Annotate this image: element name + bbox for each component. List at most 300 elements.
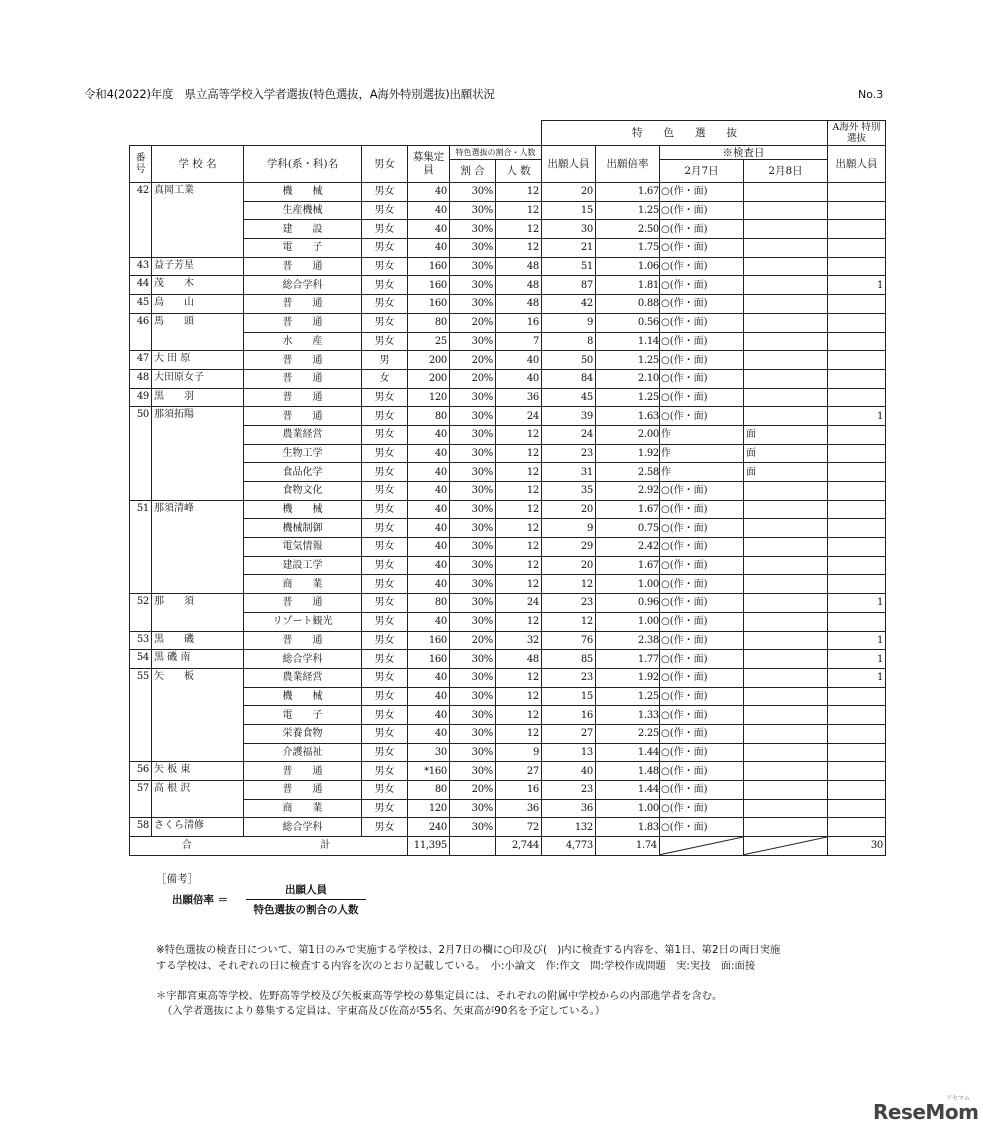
- cell-a-applicants: [828, 463, 886, 482]
- table-row: [130, 463, 886, 482]
- cell-feb8: [744, 183, 828, 202]
- cell-sex: 男女: [362, 313, 408, 332]
- cell-school: 那須清峰: [152, 500, 244, 593]
- cell-app: 40: [542, 762, 596, 781]
- cell-app: 50: [542, 351, 596, 370]
- cell-sex: 男女: [362, 407, 408, 426]
- cell-feb7: ○(作・面): [660, 575, 744, 594]
- cell-cap: 40: [408, 706, 450, 725]
- table-row: [130, 444, 886, 463]
- cell-feb7: ○(作・面): [660, 500, 744, 519]
- table-row: [130, 220, 886, 239]
- cell-dept: 普 通: [244, 781, 362, 800]
- cell-sex: 男女: [362, 724, 408, 743]
- cell-dept: 総合学科: [244, 276, 362, 295]
- cell-dept: 食品化学: [244, 463, 362, 482]
- cell-cap: 40: [408, 724, 450, 743]
- cell-ratio: 2.38: [596, 631, 660, 650]
- cell-feb8: [744, 257, 828, 276]
- cell-dept: 商 業: [244, 799, 362, 818]
- cell-school: 大田原女子: [152, 369, 244, 388]
- cell-num: 12: [496, 706, 542, 725]
- cell-feb8: [744, 818, 828, 837]
- cell-sex: 男女: [362, 538, 408, 557]
- cell-feb7: ○(作・面): [660, 257, 744, 276]
- cell-feb8: [744, 762, 828, 781]
- cell-num: 12: [496, 463, 542, 482]
- cell-dept: 総合学科: [244, 818, 362, 837]
- cell-no: 50: [130, 407, 152, 500]
- cell-app: 23: [542, 594, 596, 613]
- cell-app: 12: [542, 612, 596, 631]
- cell-rate: 30%: [450, 668, 496, 687]
- cell-school: 烏 山: [152, 295, 244, 314]
- header-tokushoku: 特 色 選 抜: [542, 121, 828, 146]
- cell-app: 23: [542, 668, 596, 687]
- cell-dept: 普 通: [244, 631, 362, 650]
- cell-app: 9: [542, 519, 596, 538]
- cell-rate: 30%: [450, 239, 496, 258]
- cell-feb8: [744, 781, 828, 800]
- cell-ratio: 1.00: [596, 575, 660, 594]
- table-row: [130, 332, 886, 351]
- cell-cap: 40: [408, 463, 450, 482]
- cell-a-applicants: [828, 388, 886, 407]
- cell-num: 16: [496, 313, 542, 332]
- cell-num: 40: [496, 351, 542, 370]
- cell-ratio: 0.56: [596, 313, 660, 332]
- cell-sex: 男女: [362, 257, 408, 276]
- cell-feb8: [744, 500, 828, 519]
- cell-app: 15: [542, 201, 596, 220]
- cell-dept: 普 通: [244, 313, 362, 332]
- cell-school: 矢 板: [152, 668, 244, 761]
- cell-sex: 男女: [362, 762, 408, 781]
- cell-ratio: 1.48: [596, 762, 660, 781]
- cell-rate: 20%: [450, 781, 496, 800]
- cell-app: 42: [542, 295, 596, 314]
- cell-school: 馬 頭: [152, 313, 244, 350]
- cell-no: 48: [130, 369, 152, 388]
- cell-feb7: ○(作・面): [660, 631, 744, 650]
- note1-line1: ※特色選抜の検査日について、第1日のみで実施する学校は、2月7日の欄に○印及び( )内に検査する内容を、第1日、第2日の両日実施: [156, 944, 781, 956]
- cell-num: 48: [496, 295, 542, 314]
- cell-school: 真岡工業: [152, 183, 244, 258]
- cell-rate: 30%: [450, 650, 496, 669]
- cell-sex: 男女: [362, 519, 408, 538]
- cell-num: 12: [496, 556, 542, 575]
- cell-app: 15: [542, 687, 596, 706]
- cell-num: 12: [496, 201, 542, 220]
- cell-rate: 30%: [450, 444, 496, 463]
- cell-a-applicants: [828, 743, 886, 762]
- cell-feb8: [744, 724, 828, 743]
- cell-dept: 介護福祉: [244, 743, 362, 762]
- cell-ratio: 1.92: [596, 668, 660, 687]
- cell-cap: 120: [408, 799, 450, 818]
- cell-no: 42: [130, 183, 152, 258]
- table-row: [130, 631, 886, 650]
- cell-sex: 男女: [362, 500, 408, 519]
- cell-no: 56: [130, 762, 152, 781]
- cell-dept: 栄養食物: [244, 724, 362, 743]
- cell-ratio: 1.83: [596, 818, 660, 837]
- cell-ratio: 2.25: [596, 724, 660, 743]
- cell-a-applicants: [828, 687, 886, 706]
- cell-cap: 40: [408, 425, 450, 444]
- applications-table: [129, 120, 886, 856]
- cell-feb7: ○(作・面): [660, 332, 744, 351]
- cell-ratio: 1.63: [596, 407, 660, 426]
- cell-cap: 120: [408, 388, 450, 407]
- cell-a-applicants: [828, 556, 886, 575]
- cell-dept: 電 子: [244, 706, 362, 725]
- cell-num: 12: [496, 220, 542, 239]
- cell-feb8: [744, 650, 828, 669]
- cell-a-applicants: [828, 500, 886, 519]
- cell-ratio: 1.67: [596, 183, 660, 202]
- cell-no: 49: [130, 388, 152, 407]
- total-label-2: 計: [320, 840, 331, 852]
- cell-cap: 160: [408, 295, 450, 314]
- cell-a-applicants: [828, 706, 886, 725]
- table-row: [130, 425, 886, 444]
- cell-ratio: 0.88: [596, 295, 660, 314]
- cell-num: 12: [496, 575, 542, 594]
- cell-rate: 30%: [450, 743, 496, 762]
- cell-sex: 男女: [362, 743, 408, 762]
- cell-a-applicants: [828, 183, 886, 202]
- cell-dept: リゾート観光: [244, 612, 362, 631]
- cell-num: 24: [496, 594, 542, 613]
- cell-dept: 普 通: [244, 407, 362, 426]
- header-shutsugan: 出願人員: [542, 146, 596, 183]
- cell-sex: 男: [362, 351, 408, 370]
- cell-app: 9: [542, 313, 596, 332]
- cell-sex: 男女: [362, 631, 408, 650]
- cell-a-applicants: [828, 369, 886, 388]
- header-a-shutsugan: 出願人員: [828, 146, 886, 183]
- cell-a-applicants: [828, 239, 886, 258]
- cell-feb7: ○(作・面): [660, 239, 744, 258]
- cell-rate: 30%: [450, 556, 496, 575]
- cell-rate: 30%: [450, 388, 496, 407]
- cell-num: 24: [496, 407, 542, 426]
- cell-cap: 80: [408, 594, 450, 613]
- cell-num: 72: [496, 818, 542, 837]
- cell-app: 84: [542, 369, 596, 388]
- table-row: [130, 724, 886, 743]
- cell-sex: 男女: [362, 706, 408, 725]
- cell-app: 12: [542, 575, 596, 594]
- cell-school: 黒 磯 南: [152, 650, 244, 669]
- cell-feb8: [744, 538, 828, 557]
- cell-dept: 建設工学: [244, 556, 362, 575]
- cell-sex: 男女: [362, 332, 408, 351]
- cell-feb8: 面: [744, 444, 828, 463]
- cell-a-applicants: [828, 201, 886, 220]
- cell-feb8: [744, 743, 828, 762]
- cell-a-applicants: [828, 724, 886, 743]
- cell-dept: 建 設: [244, 220, 362, 239]
- cell-ratio: 2.00: [596, 425, 660, 444]
- cell-rate: 30%: [450, 332, 496, 351]
- table-row: [130, 183, 886, 202]
- cell-sex: 男女: [362, 575, 408, 594]
- bikou-label: ［備考］: [156, 873, 198, 885]
- cell-num: 12: [496, 239, 542, 258]
- cell-feb8: [744, 388, 828, 407]
- cell-school: さくら清修: [152, 818, 244, 837]
- cell-no: 53: [130, 631, 152, 650]
- cell-feb7: 作: [660, 425, 744, 444]
- cell-rate: 30%: [450, 538, 496, 557]
- cell-cap: 80: [408, 781, 450, 800]
- cell-cap: *160: [408, 762, 450, 781]
- total-row: [130, 837, 886, 856]
- table-row: [130, 313, 886, 332]
- cell-a-applicants: [828, 295, 886, 314]
- cell-rate: 30%: [450, 257, 496, 276]
- cell-ratio: 0.96: [596, 594, 660, 613]
- cell-school: 大 田 原: [152, 351, 244, 370]
- cell-school: 黒 磯: [152, 631, 244, 650]
- cell-cap: 40: [408, 687, 450, 706]
- formula-numerator: 出願人員: [246, 882, 366, 900]
- table-row: [130, 762, 886, 781]
- cell-cap: 40: [408, 444, 450, 463]
- page-title: 令和4(2022)年度 県立高等学校入学者選抜(特色選抜，A海外特別選抜)出願状況: [84, 87, 495, 101]
- cell-app: 27: [542, 724, 596, 743]
- cell-num: 36: [496, 799, 542, 818]
- cell-rate: 30%: [450, 575, 496, 594]
- cell-rate: 30%: [450, 183, 496, 202]
- cell-cap: 40: [408, 482, 450, 501]
- header-feb7: 2月7日: [660, 160, 744, 183]
- table-row: [130, 650, 886, 669]
- cell-feb7: ○(作・面): [660, 388, 744, 407]
- cell-cap: 80: [408, 313, 450, 332]
- cell-feb7: ○(作・面): [660, 687, 744, 706]
- cell-cap: 160: [408, 650, 450, 669]
- cell-app: 20: [542, 183, 596, 202]
- cell-sex: 男女: [362, 425, 408, 444]
- cell-feb7: ○(作・面): [660, 201, 744, 220]
- cell-num: 48: [496, 650, 542, 669]
- cell-dept: 生産機械: [244, 201, 362, 220]
- table-row: [130, 500, 886, 519]
- cell-feb8: [744, 519, 828, 538]
- cell-dept: 普 通: [244, 762, 362, 781]
- table-row: [130, 687, 886, 706]
- total-app: 4,773: [542, 837, 596, 856]
- cell-sex: 男女: [362, 388, 408, 407]
- cell-feb7: ○(作・面): [660, 706, 744, 725]
- cell-a-applicants: [828, 220, 886, 239]
- cell-ratio: 1.25: [596, 687, 660, 706]
- cell-num: 36: [496, 388, 542, 407]
- cell-no: 52: [130, 594, 152, 631]
- header-bango: 番号: [130, 146, 152, 183]
- cell-app: 85: [542, 650, 596, 669]
- cell-dept: 普 通: [244, 257, 362, 276]
- cell-cap: 40: [408, 575, 450, 594]
- cell-feb7: ○(作・面): [660, 594, 744, 613]
- table-row: [130, 612, 886, 631]
- cell-feb8: [744, 482, 828, 501]
- cell-a-applicants: 1: [828, 276, 886, 295]
- table-row: [130, 201, 886, 220]
- resemom-logo: ReseMom: [873, 1100, 979, 1124]
- cell-app: 29: [542, 538, 596, 557]
- cell-no: 46: [130, 313, 152, 350]
- cell-ratio: 1.33: [596, 706, 660, 725]
- cell-cap: 25: [408, 332, 450, 351]
- cell-num: 48: [496, 257, 542, 276]
- cell-school: 益子芳星: [152, 257, 244, 276]
- cell-feb8: [744, 668, 828, 687]
- cell-app: 132: [542, 818, 596, 837]
- cell-dept: 電気情報: [244, 538, 362, 557]
- cell-dept: 機械制御: [244, 519, 362, 538]
- cell-num: 12: [496, 500, 542, 519]
- cell-ratio: 2.50: [596, 220, 660, 239]
- cell-school: 茂 木: [152, 276, 244, 295]
- header-bairitsu: 出願倍率: [596, 146, 660, 183]
- cell-num: 12: [496, 425, 542, 444]
- cell-ratio: 1.25: [596, 201, 660, 220]
- cell-feb7: ○(作・面): [660, 799, 744, 818]
- cell-ratio: 1.25: [596, 388, 660, 407]
- cell-dept: 生物工学: [244, 444, 362, 463]
- cell-rate: 30%: [450, 425, 496, 444]
- cell-cap: 40: [408, 538, 450, 557]
- cell-num: 12: [496, 724, 542, 743]
- table-row: [130, 818, 886, 837]
- cell-app: 20: [542, 500, 596, 519]
- cell-ratio: 2.92: [596, 482, 660, 501]
- formula-denominator: 特色選抜の割合の人数: [253, 904, 359, 916]
- cell-dept: 電 子: [244, 239, 362, 258]
- note2-line2: （入学者選抜により募集する定員は、宇東高及び佐高が55名、矢東高が90名を予定している。）: [162, 1005, 606, 1017]
- cell-a-applicants: [828, 818, 886, 837]
- cell-sex: 男女: [362, 295, 408, 314]
- cell-no: 55: [130, 668, 152, 761]
- header-danjo: 男女: [362, 146, 408, 183]
- header-feb8: 2月8日: [744, 160, 828, 183]
- table-row: [130, 781, 886, 800]
- cell-a-applicants: [828, 332, 886, 351]
- cell-ratio: 1.75: [596, 239, 660, 258]
- total-label-1: 合: [181, 840, 192, 852]
- table-row: [130, 668, 886, 687]
- cell-num: 9: [496, 743, 542, 762]
- cell-rate: 30%: [450, 519, 496, 538]
- cell-feb7: ○(作・面): [660, 369, 744, 388]
- cell-a-applicants: [828, 444, 886, 463]
- cell-feb8: [744, 407, 828, 426]
- cell-ratio: 1.14: [596, 332, 660, 351]
- cell-no: 44: [130, 276, 152, 295]
- table-row: [130, 575, 886, 594]
- cell-sex: 男女: [362, 799, 408, 818]
- cell-feb7: ○(作・面): [660, 351, 744, 370]
- cell-rate: 30%: [450, 276, 496, 295]
- cell-ratio: 2.10: [596, 369, 660, 388]
- table-row: [130, 257, 886, 276]
- cell-feb8: [744, 706, 828, 725]
- cell-sex: 男女: [362, 463, 408, 482]
- cell-school: 矢 板 東: [152, 762, 244, 781]
- cell-app: 23: [542, 781, 596, 800]
- table-row: [130, 351, 886, 370]
- cell-a-applicants: [828, 351, 886, 370]
- cell-ratio: 1.44: [596, 743, 660, 762]
- cell-school: 那須拓陽: [152, 407, 244, 500]
- cell-feb7: ○(作・面): [660, 612, 744, 631]
- cell-app: 36: [542, 799, 596, 818]
- cell-ratio: 0.75: [596, 519, 660, 538]
- cell-feb8: [744, 276, 828, 295]
- cell-feb7: 作: [660, 444, 744, 463]
- cell-ratio: 1.44: [596, 781, 660, 800]
- table-row: [130, 276, 886, 295]
- total-cap: 11,395: [408, 837, 450, 856]
- cell-feb8: [744, 295, 828, 314]
- cell-a-applicants: [828, 575, 886, 594]
- cell-no: 54: [130, 650, 152, 669]
- cell-cap: 40: [408, 556, 450, 575]
- cell-num: 12: [496, 482, 542, 501]
- table-row: [130, 743, 886, 762]
- cell-school: 高 根 沢: [152, 781, 244, 818]
- cell-a-applicants: [828, 781, 886, 800]
- cell-dept: 食物文化: [244, 482, 362, 501]
- cell-a-applicants: [828, 425, 886, 444]
- cell-dept: 機 械: [244, 500, 362, 519]
- cell-a-applicants: [828, 257, 886, 276]
- cell-ratio: 1.77: [596, 650, 660, 669]
- cell-feb7: ○(作・面): [660, 668, 744, 687]
- cell-dept: 総合学科: [244, 650, 362, 669]
- cell-rate: 20%: [450, 351, 496, 370]
- cell-a-applicants: 1: [828, 631, 886, 650]
- cell-feb8: 面: [744, 463, 828, 482]
- cell-rate: 30%: [450, 594, 496, 613]
- header-gakkou: 学 校 名: [152, 146, 244, 183]
- cell-sex: 男女: [362, 781, 408, 800]
- cell-a-applicants: [828, 538, 886, 557]
- cell-feb7: ○(作・面): [660, 295, 744, 314]
- cell-a-applicants: 1: [828, 407, 886, 426]
- cell-cap: 40: [408, 519, 450, 538]
- cell-ratio: 1.25: [596, 351, 660, 370]
- cell-feb8: [744, 369, 828, 388]
- cell-sex: 女: [362, 369, 408, 388]
- cell-rate: 30%: [450, 687, 496, 706]
- cell-feb8: [744, 594, 828, 613]
- header-wariai-ninzu: 特色選抜の割合・人数: [450, 146, 542, 160]
- cell-rate: 30%: [450, 799, 496, 818]
- cell-num: 12: [496, 687, 542, 706]
- table-row: [130, 407, 886, 426]
- cell-app: 39: [542, 407, 596, 426]
- cell-ratio: 1.67: [596, 500, 660, 519]
- cell-rate: 30%: [450, 201, 496, 220]
- formula-left: 出願倍率 ＝: [172, 894, 229, 906]
- cell-cap: 30: [408, 743, 450, 762]
- cell-ratio: 1.00: [596, 612, 660, 631]
